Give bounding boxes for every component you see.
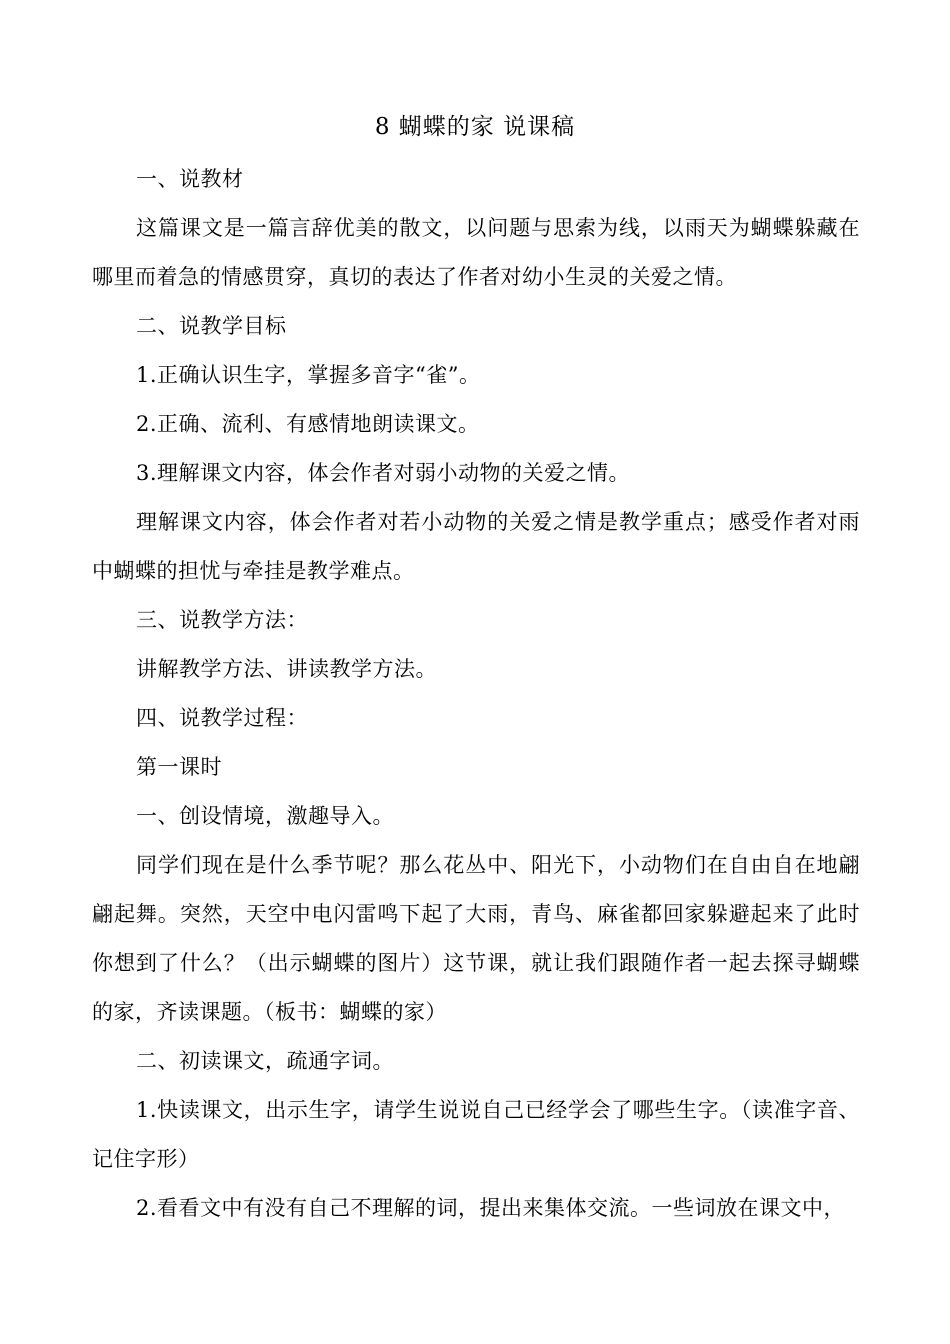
goal-item-1: 1.正确认识生字，掌握多音字“雀”。: [136, 363, 481, 387]
goal-item-2: 2.正确、流利、有感情地朗读课文。: [136, 412, 480, 436]
heading-step-1: 一、创设情境，激趣导入。: [136, 804, 394, 828]
paragraph-key-points: 理解课文内容，体会作者对若小动物的关爱之情是教学重点；感受作者对雨中蝴蝶的担忧与牵挂是教学难点。: [92, 510, 860, 583]
step-item-1: 1.快读课文，出示生字，请学生说说自己已经学会了哪些生字。（读准字音、记住字形）: [92, 1098, 860, 1171]
heading-teaching-material: 一、说教材: [136, 167, 244, 191]
heading-first-lesson: 第一课时: [136, 755, 222, 779]
paragraph-introduction: 同学们现在是什么季节呢？那么花丛中、阳光下，小动物们在自由自在地翩翩起舞。突然，天空中电闪雷鸣下起了大雨，青鸟、麻雀都回家躲避起来了此时你想到了什么？（出示蝴蝶的图片）这节课，就让我们跟随作者一起去探寻蝴蝶的家，齐读课题。（板书：蝴蝶的家）: [92, 853, 860, 1024]
heading-teaching-methods: 三、说教学方法：: [136, 608, 308, 632]
paragraph-material-intro: 这篇课文是一篇言辞优美的散文，以问题与思索为线，以雨天为蝴蝶躲藏在哪里而着急的情感贯穿，真切的表达了作者对幼小生灵的关爱之情。: [92, 216, 860, 289]
goal-item-3: 3.理解课文内容，体会作者对弱小动物的关爱之情。: [136, 461, 631, 485]
step-item-2: 2.看看文中有没有自己不理解的词，提出来集体交流。一些词放在课文中，: [136, 1196, 846, 1220]
heading-teaching-goals: 二、说教学目标: [136, 314, 287, 338]
heading-teaching-process: 四、说教学过程：: [136, 706, 308, 730]
paragraph-methods: 讲解教学方法、讲读教学方法。: [136, 657, 437, 681]
document-body: [92, 155, 860, 1233]
heading-step-2: 二、初读课文，疏通字词。: [136, 1049, 394, 1073]
document-title: 8 蝴蝶的家 说课稿: [374, 114, 576, 140]
